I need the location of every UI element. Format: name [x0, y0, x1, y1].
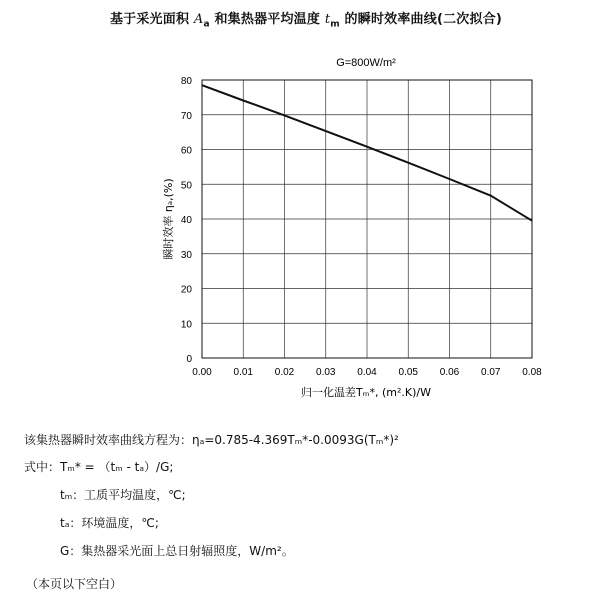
y-tick-label: 80: [180, 76, 192, 87]
chart-grid: [202, 80, 532, 358]
def-where: 式中：Tₘ* = （tₘ - tₐ）/G;: [24, 460, 174, 474]
x-tick-label: 0.04: [357, 367, 377, 378]
def-g: G：集热器采光面上总日射辐照度，W/m²。: [60, 544, 294, 558]
x-tick-label: 0.03: [316, 367, 336, 378]
y-tick-label: 60: [180, 145, 192, 157]
x-tick-label: 0.07: [481, 367, 501, 378]
chart-subtitle: G=800W/m²: [336, 57, 396, 69]
tick-labels: [181, 76, 542, 378]
equation-formula: ηₐ=0.785-4.369Tₘ*-0.0093G(Tₘ*)²: [192, 433, 399, 447]
x-axis-label: 归一化温差Tₘ*, (m².K)/W: [300, 386, 432, 399]
x-tick-label: 0.01: [233, 367, 253, 378]
x-tick-label: 0.05: [398, 367, 418, 378]
chart-title: 基于采光面积 $A_a$ 和集热器平均温度 $t_m$ 的瞬时效率曲线(二次拟合): [109, 12, 503, 30]
equation-block: [24, 432, 399, 449]
def-ta: tₐ：环境温度，℃;: [60, 516, 159, 530]
x-tick-label: 0.08: [522, 367, 542, 378]
y-tick-label: 20: [180, 284, 192, 296]
def-tm: tₘ：工质平均温度，℃;: [60, 488, 186, 502]
x-tick-label: 0.02: [274, 367, 295, 378]
x-tick-label: 0.06: [439, 367, 460, 378]
y-tick-label: 70: [180, 110, 192, 122]
blank-page-note: （本页以下空白）: [26, 577, 123, 591]
y-tick-label: 0: [186, 354, 192, 365]
y-tick-label: 10: [180, 319, 192, 331]
equation-intro: 该集热器瞬时效率曲线方程为：: [24, 433, 193, 447]
x-tick-label: 0.00: [192, 367, 212, 378]
y-tick-label: 50: [180, 180, 192, 192]
y-axis-label: 瞬时效率 ηₐ,(%): [162, 178, 175, 260]
y-tick-label: 30: [180, 249, 192, 261]
y-tick-label: 40: [180, 215, 192, 226]
